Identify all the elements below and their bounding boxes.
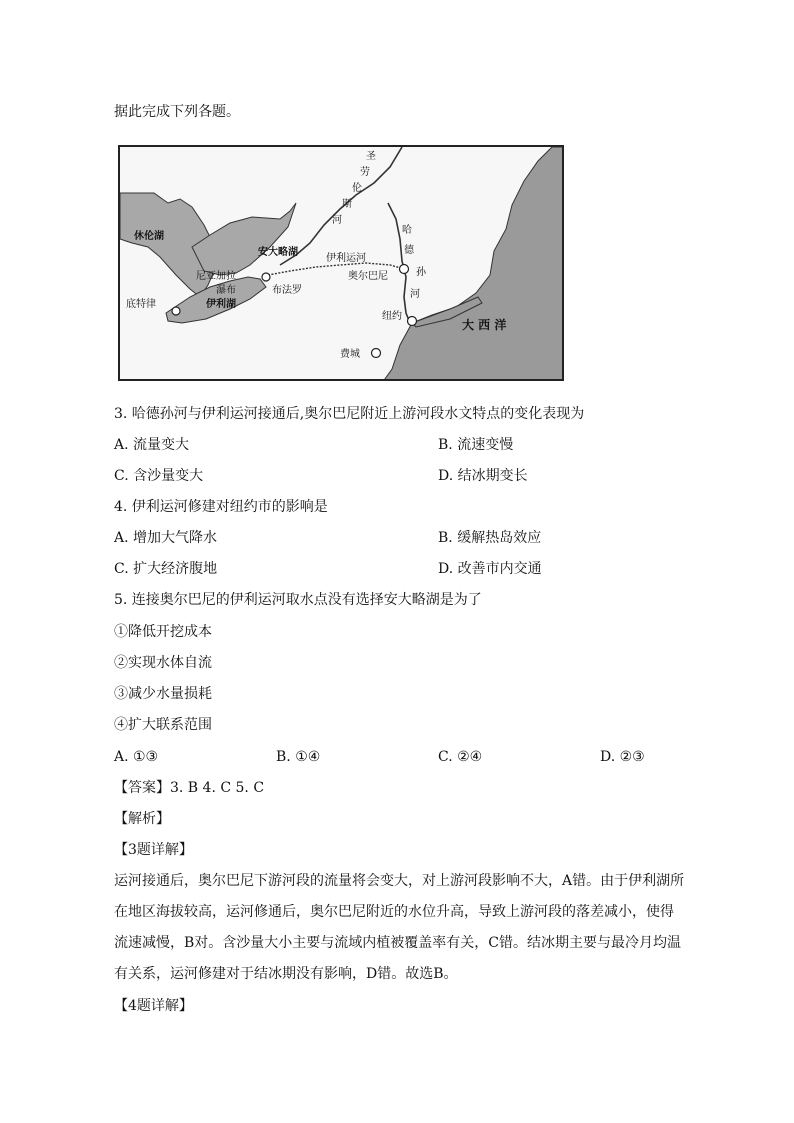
q5-option-c: C. ②④ [438, 749, 483, 765]
q3-detail-line-1: 运河接通后，奥尔巴尼下游河段的流量将会变大，对上游河段影响不大，A错。由于伊利湖所 [114, 873, 685, 889]
q4-option-b: B. 缓解热岛效应 [438, 530, 542, 546]
q4-detail-heading: 【4题详解】 [114, 998, 193, 1014]
q3-detail-line-3: 流速减慢，B对。含沙量大小主要与流域内植被覆盖率有关，C错。结冰期主要与最冷月均温 [114, 935, 681, 951]
q5-item-3: ③减少水量损耗 [114, 686, 212, 702]
answer-line: 【答案】3. B 4. C 5. C [114, 780, 265, 796]
label-st-lawrence-5: 河 [332, 215, 342, 226]
label-detroit: 底特律 [126, 299, 156, 310]
label-st-lawrence-3: 伦 [352, 183, 362, 194]
map-figure [118, 145, 564, 381]
q3-option-b: B. 流速变慢 [438, 437, 514, 453]
st-lawrence-river [280, 147, 402, 265]
label-hudson-3: 孙 [416, 267, 426, 278]
buffalo-marker [262, 273, 270, 281]
philadelphia-marker [372, 349, 381, 358]
q3-detail-heading: 【3题详解】 [114, 842, 193, 858]
q4-option-d: D. 改善市内交通 [438, 561, 542, 577]
albany-marker [400, 265, 409, 274]
intro-text: 据此完成下列各题。 [114, 104, 240, 120]
q5-option-a: A. ①③ [114, 749, 159, 765]
q5-item-1: ①降低开挖成本 [114, 624, 212, 640]
newyork-marker [408, 317, 417, 326]
label-buffalo: 布法罗 [272, 285, 302, 296]
q4-option-a: A. 增加大气降水 [114, 530, 218, 546]
hudson-river [388, 203, 410, 323]
label-st-lawrence-4: 斯 [342, 199, 352, 210]
label-st-lawrence-2: 劳 [360, 167, 370, 178]
q5-item-4: ④扩大联系范围 [114, 717, 212, 733]
q5-item-2: ②实现水体自流 [114, 655, 212, 671]
map-svg [120, 147, 564, 381]
label-newyork: 纽约 [382, 311, 402, 322]
label-huron: 休伦湖 [134, 231, 164, 242]
east-coast-land [382, 147, 564, 381]
question-3-stem: 3. 哈德孙河与伊利运河接通后,奥尔巴尼附近上游河段水文特点的变化表现为 [114, 406, 585, 422]
q3-option-c: C. 含沙量变大 [114, 468, 204, 484]
q3-detail-line-2: 在地区海拔较高，运河修通后，奥尔巴尼附近的水位升高，导致上游河段的落差减小，使得 [114, 904, 674, 920]
label-albany: 奥尔巴尼 [348, 271, 388, 282]
label-ontario: 安大略湖 [258, 247, 298, 258]
label-atlantic: 大 西 洋 [462, 318, 507, 332]
label-hudson-2: 德 [404, 245, 414, 256]
q5-option-b: B. ①④ [276, 749, 321, 765]
label-niagara-1: 尼亚加拉 [196, 271, 236, 282]
label-erie-canal: 伊利运河 [326, 253, 366, 264]
label-erie: 伊利湖 [206, 299, 236, 310]
label-hudson-4: 河 [410, 289, 420, 300]
question-4-stem: 4. 伊利运河修建对纽约市的影响是 [114, 499, 328, 515]
label-philadelphia: 费城 [340, 349, 360, 360]
q3-detail-line-4: 有关系，运河修建对于结冰期没有影响，D错。故选B。 [114, 966, 458, 982]
analysis-heading: 【解析】 [114, 811, 170, 827]
question-5-stem: 5. 连接奥尔巴尼的伊利运河取水点没有选择安大略湖是为了 [114, 592, 482, 608]
label-niagara-2: 瀑布 [216, 285, 236, 296]
q3-option-a: A. 流量变大 [114, 437, 190, 453]
label-st-lawrence-1: 圣 [366, 151, 376, 162]
label-hudson-1: 哈 [402, 225, 412, 236]
q5-option-d: D. ②③ [600, 749, 645, 765]
detroit-marker [172, 307, 180, 315]
q3-option-d: D. 结冰期变长 [438, 468, 528, 484]
q4-option-c: C. 扩大经济腹地 [114, 561, 218, 577]
